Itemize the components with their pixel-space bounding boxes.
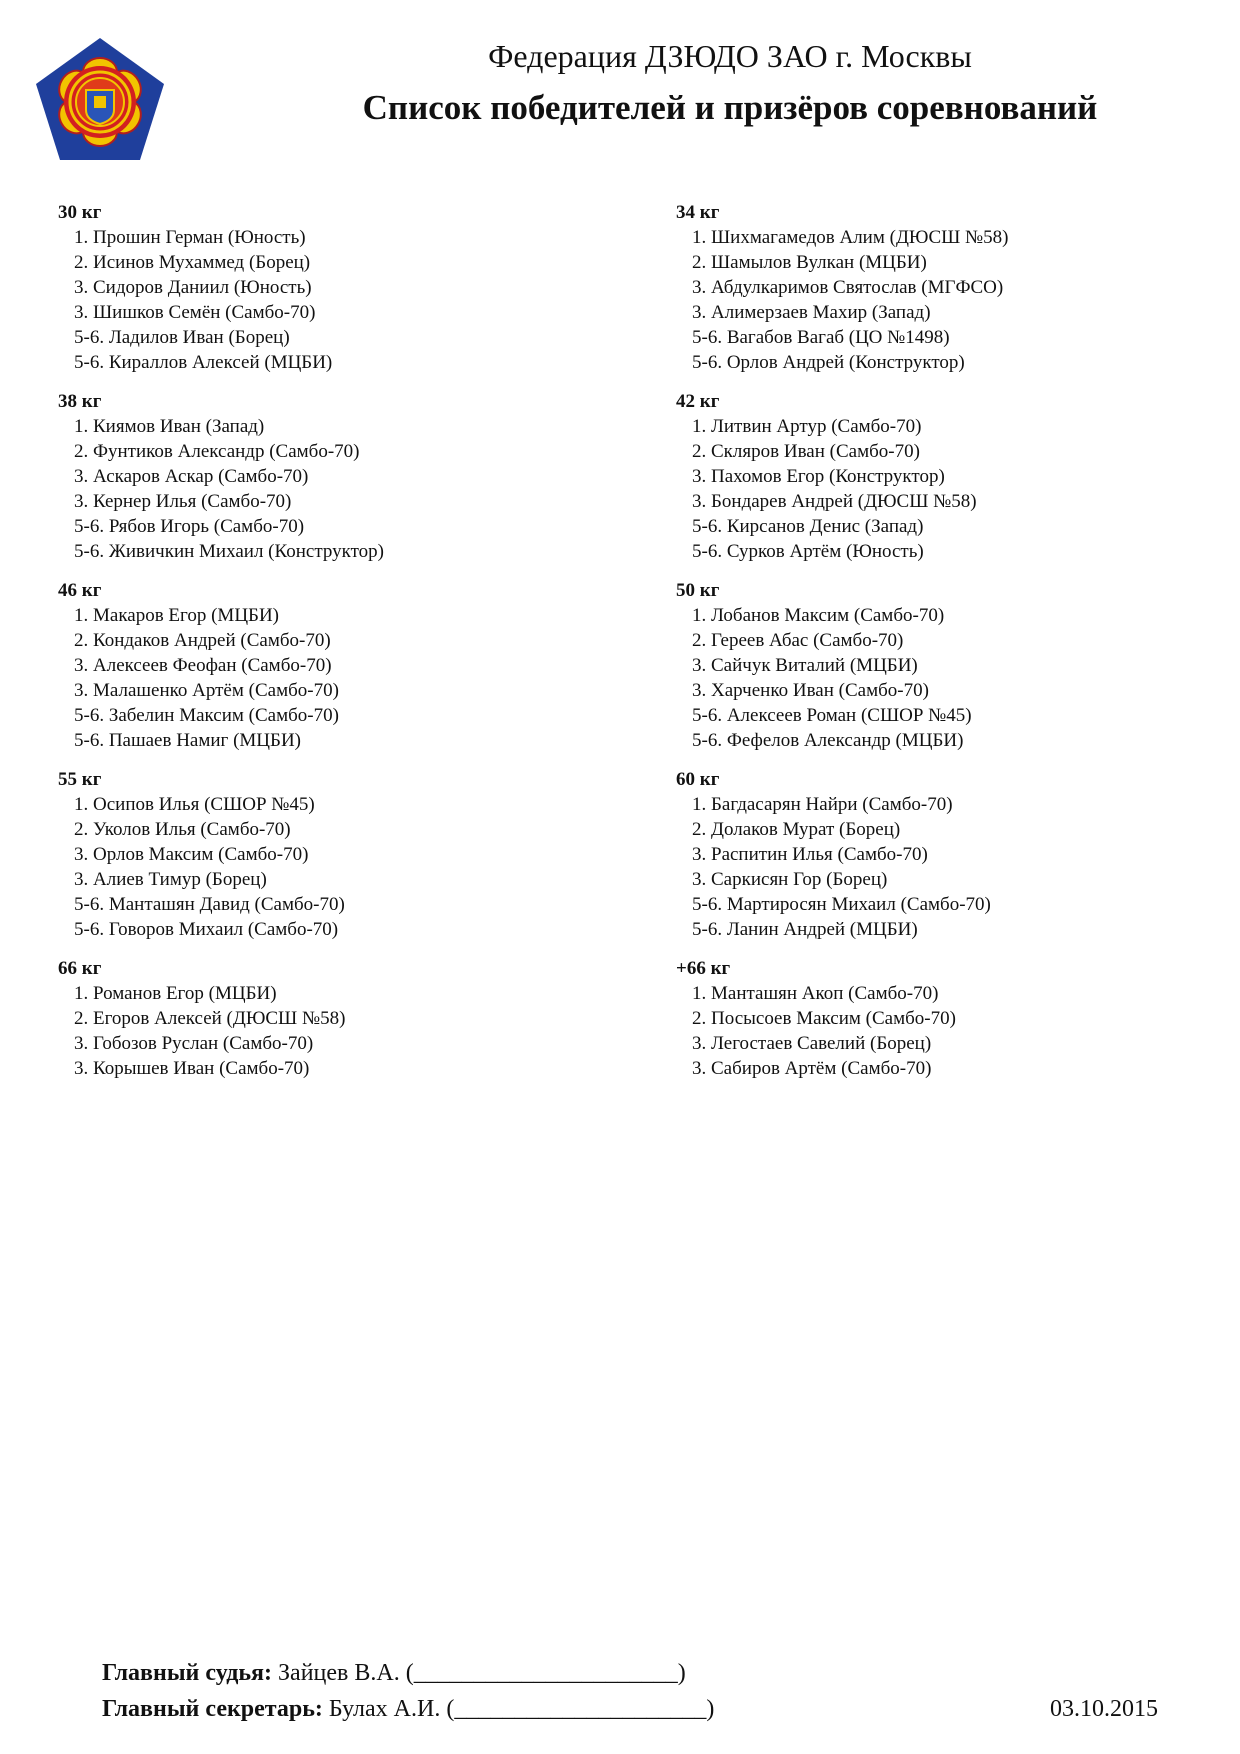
- result-row: 1. Романов Егор (МЦБИ): [74, 983, 277, 1004]
- result-row: 3. Кернер Илья (Самбо-70): [74, 491, 292, 512]
- result-row: 5-6. Вагабов Вагаб (ЦО №1498): [692, 327, 950, 348]
- result-row: 5-6. Кирсанов Денис (Запад): [692, 516, 924, 537]
- weight-category-title: 55 кг: [58, 769, 102, 790]
- result-row: 5-6. Алексеев Роман (СШОР №45): [692, 705, 972, 726]
- result-row: 1. Литвин Артур (Самбо-70): [692, 416, 922, 437]
- result-row: 2. Скляров Иван (Самбо-70): [692, 441, 920, 462]
- weight-category: [676, 767, 1196, 942]
- chief-secretary-signature: [102, 1692, 714, 1726]
- result-row: 2. Егоров Алексей (ДЮСШ №58): [74, 1008, 346, 1029]
- weight-category-title: 38 кг: [58, 391, 102, 412]
- result-row: 3. Сабиров Артём (Самбо-70): [692, 1058, 932, 1079]
- weight-category-title: 42 кг: [676, 391, 720, 412]
- weight-category: [676, 200, 1196, 375]
- federation-emblem-icon: [34, 36, 166, 162]
- result-row: 3. Алексеев Феофан (Самбо-70): [74, 655, 332, 676]
- weight-category: [58, 956, 578, 1081]
- chief-judge-label: Главный судья:: [102, 1660, 273, 1686]
- result-row: 5-6. Рябов Игорь (Самбо-70): [74, 516, 305, 537]
- result-row: 5-6. Говоров Михаил (Самбо-70): [74, 919, 339, 940]
- result-row: 1. Шихмагамедов Алим (ДЮСШ №58): [692, 227, 1009, 248]
- result-row: 2. Кондаков Андрей (Самбо-70): [74, 630, 331, 651]
- result-row: 1. Багдасарян Найри (Самбо-70): [692, 794, 953, 815]
- weight-category-title: 34 кг: [676, 202, 720, 223]
- result-row: 2. Шамылов Вулкан (МЦБИ): [692, 252, 927, 273]
- result-row: 3. Орлов Максим (Самбо-70): [74, 844, 309, 865]
- result-row: 2. Фунтиков Александр (Самбо-70): [74, 441, 360, 462]
- result-row: 3. Гобозов Руслан (Самбо-70): [74, 1033, 314, 1054]
- result-row: 5-6. Ладилов Иван (Борец): [74, 327, 290, 348]
- result-row: 3. Саркисян Гор (Борец): [692, 869, 888, 890]
- right-results-column: [676, 200, 1196, 1095]
- result-row: 5-6. Мартиросян Михаил (Самбо-70): [692, 894, 991, 915]
- result-row: 3. Алимерзаев Махир (Запад): [692, 302, 931, 323]
- result-row: 2. Гереев Абас (Самбо-70): [692, 630, 904, 651]
- chief-judge-value: Зайцев В.А. (______________________): [272, 1660, 686, 1686]
- weight-category-title: 50 кг: [676, 580, 720, 601]
- chief-secretary-value: Булах А.И. (_____________________): [322, 1696, 715, 1722]
- weight-category-title: 60 кг: [676, 769, 720, 790]
- result-row: 2. Долаков Мурат (Борец): [692, 819, 901, 840]
- weight-category: [58, 389, 578, 564]
- result-row: 3. Сайчук Виталий (МЦБИ): [692, 655, 918, 676]
- result-row: 1. Лобанов Максим (Самбо-70): [692, 605, 945, 626]
- result-row: 3. Алиев Тимур (Борец): [74, 869, 267, 890]
- result-row: 5-6. Фефелов Александр (МЦБИ): [692, 730, 964, 751]
- result-row: 2. Уколов Илья (Самбо-70): [74, 819, 291, 840]
- weight-category-title: 66 кг: [58, 958, 102, 979]
- result-row: 3. Аскаров Аскар (Самбо-70): [74, 466, 309, 487]
- weight-category: [58, 200, 578, 375]
- result-row: 5-6. Кираллов Алексей (МЦБИ): [74, 352, 333, 373]
- result-row: 1. Киямов Иван (Запад): [74, 416, 265, 437]
- weight-category: [676, 956, 1196, 1081]
- result-row: 3. Шишков Семён (Самбо-70): [74, 302, 316, 323]
- result-row: 3. Харченко Иван (Самбо-70): [692, 680, 929, 701]
- result-row: 5-6. Сурков Артём (Юность): [692, 541, 924, 562]
- weight-category: [676, 389, 1196, 564]
- page-title: Список победителей и призёров соревнований: [362, 88, 1098, 127]
- organization-name: Федерация ДЗЮДО ЗАО г. Москвы: [488, 38, 972, 74]
- result-row: 2. Исинов Мухаммед (Борец): [74, 252, 311, 273]
- result-row: 3. Легостаев Савелий (Борец): [692, 1033, 932, 1054]
- chief-secretary-label: Главный секретарь:: [102, 1696, 323, 1722]
- result-row: 2. Посысоев Максим (Самбо-70): [692, 1008, 956, 1029]
- weight-category-title: 46 кг: [58, 580, 102, 601]
- weight-category-title: +66 кг: [676, 958, 731, 979]
- weight-category: [58, 578, 578, 753]
- result-row: 5-6. Орлов Андрей (Конструктор): [692, 352, 965, 373]
- result-row: 3. Бондарев Андрей (ДЮСШ №58): [692, 491, 977, 512]
- result-row: 3. Малашенко Артём (Самбо-70): [74, 680, 339, 701]
- result-row: 3. Распитин Илья (Самбо-70): [692, 844, 928, 865]
- result-row: 5-6. Живичкин Михаил (Конструктор): [74, 541, 384, 562]
- result-row: 1. Макаров Егор (МЦБИ): [74, 605, 280, 626]
- result-row: 5-6. Ланин Андрей (МЦБИ): [692, 919, 918, 940]
- result-row: 5-6. Манташян Давид (Самбо-70): [74, 894, 345, 915]
- result-row: 5-6. Забелин Максим (Самбо-70): [74, 705, 339, 726]
- weight-category-title: 30 кг: [58, 202, 102, 223]
- result-row: 3. Сидоров Даниил (Юность): [74, 277, 312, 298]
- result-row: 3. Пахомов Егор (Конструктор): [692, 466, 945, 487]
- weight-category: [58, 767, 578, 942]
- left-results-column: [58, 200, 578, 1095]
- result-row: 3. Абдулкаримов Святослав (МГФСО): [692, 277, 1004, 298]
- result-row: 1. Прошин Герман (Юность): [74, 227, 306, 248]
- document-date: 03.10.2015: [1050, 1696, 1158, 1722]
- result-row: 1. Осипов Илья (СШОР №45): [74, 794, 315, 815]
- result-row: 5-6. Пашаев Намиг (МЦБИ): [74, 730, 301, 751]
- result-row: 3. Корышев Иван (Самбо-70): [74, 1058, 310, 1079]
- chief-judge-signature: [102, 1656, 686, 1690]
- result-row: 1. Манташян Акоп (Самбо-70): [692, 983, 939, 1004]
- weight-category: [676, 578, 1196, 753]
